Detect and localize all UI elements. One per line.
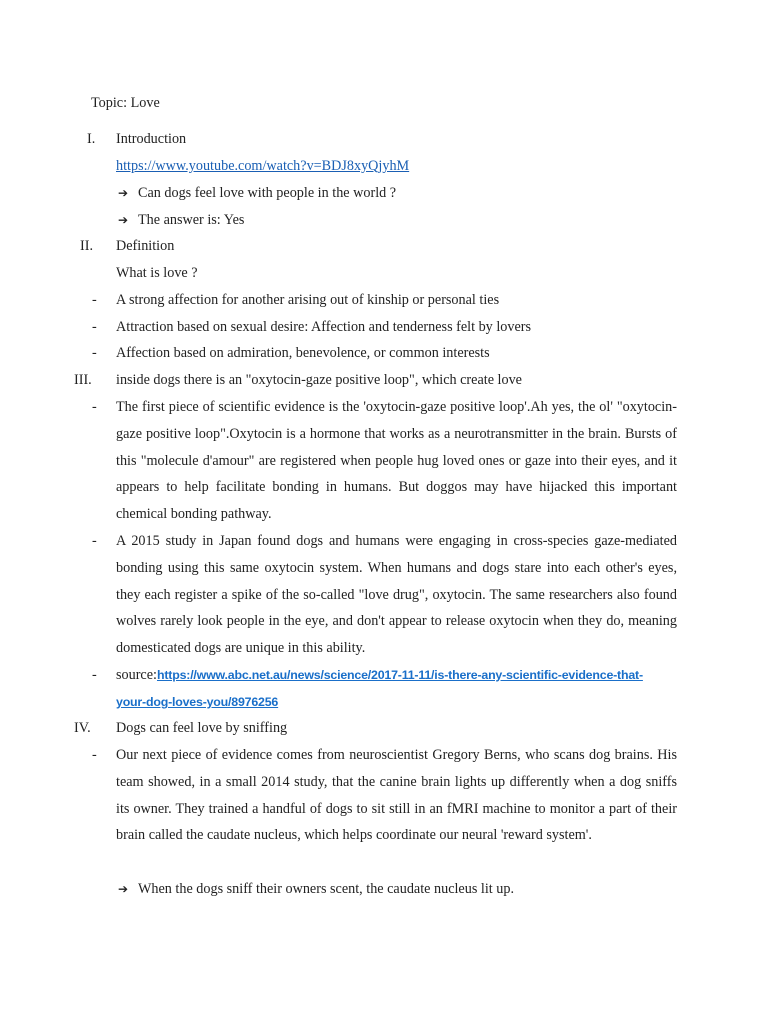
youtube-link[interactable]: https://www.youtube.com/watch?v=BDJ8xyQjyhM	[116, 158, 410, 174]
arrow-right-icon: ➔	[118, 882, 129, 896]
oxytocin-paragraph-2: A 2015 study in Japan found dogs and humans were engaging in cross-species gaze-mediated bonding using this same oxytocin system. When humans and dogs stare into each other's eyes, they each register a spike of the so-called "love drug", oxytocin. The same researchers also found wolves rarely look people in the eye, and don't appear to release oxytocin when they do, meaning domesticated dogs are unique in this ability.	[116, 533, 677, 657]
arrow-right-icon: ➔	[118, 213, 129, 227]
definition-item: A strong affection for another arising out of kinship or personal ties	[116, 292, 500, 308]
dash-bullet: -	[92, 747, 97, 763]
section-numeral-4: IV.	[74, 720, 91, 736]
section-title-sniffing: Dogs can feel love by sniffing	[116, 720, 288, 736]
section-numeral-3: III.	[74, 372, 92, 388]
dash-bullet: -	[92, 399, 97, 415]
dash-bullet: -	[92, 292, 97, 308]
abc-news-link-continued[interactable]: your-dog-loves-you/8976256	[116, 695, 279, 709]
section-title-oxytocin: inside dogs there is an "oxytocin-gaze positive loop", which create love	[116, 372, 522, 388]
intro-bullet-1: Can dogs feel love with people in the world ?	[138, 185, 397, 201]
dash-bullet: -	[92, 667, 97, 683]
section-numeral-1: I.	[87, 131, 96, 147]
definition-item: Affection based on admiration, benevolence, or common interests	[116, 345, 490, 361]
section-title-definition: Definition	[116, 238, 175, 254]
arrow-right-icon: ➔	[118, 186, 129, 200]
dash-bullet: -	[92, 319, 97, 335]
page-title: Topic: Love	[91, 95, 160, 111]
definition-question: What is love ?	[116, 265, 198, 281]
sniffing-paragraph: Our next piece of evidence comes from neuroscientist Gregory Berns, who scans dog brains. His team showed, in a small 2014 study, that the canine brain lights up differently when a dog sniffs its owner. They trained a handful of dogs to sit still in an fMRI machine to monitor a part of their brain called the caudate nucleus, which helps coordinate our neural 'reward system'.	[116, 747, 677, 844]
oxytocin-paragraph-1: The first piece of scientific evidence is the 'oxytocin-gaze positive loop'.Ah yes, the ol' "oxytocin-gaze positive loop".Oxytocin is a hormone that works as a neurotransmitter in the brain. Bursts of this "molecule d'amour" are registered when people hug loved ones or gaze into their eyes, and it appears to help facilitate bonding in humans. But doggos may have hijacked this important chemical bonding pathway.	[116, 399, 677, 523]
sniffing-bullet: When the dogs sniff their owners scent, the caudate nucleus lit up.	[138, 881, 514, 897]
dash-bullet: -	[92, 345, 97, 361]
source-label: source:	[116, 667, 157, 683]
intro-bullet-2: The answer is: Yes	[138, 212, 245, 228]
dash-bullet: -	[92, 533, 97, 549]
section-title-introduction: Introduction	[116, 131, 187, 147]
definition-item: Attraction based on sexual desire: Affection and tenderness felt by lovers	[116, 319, 531, 335]
section-numeral-2: II.	[80, 238, 93, 254]
abc-news-link[interactable]: https://www.abc.net.au/news/science/2017-11-11/is-there-any-scientific-evidence-that-	[156, 668, 643, 682]
